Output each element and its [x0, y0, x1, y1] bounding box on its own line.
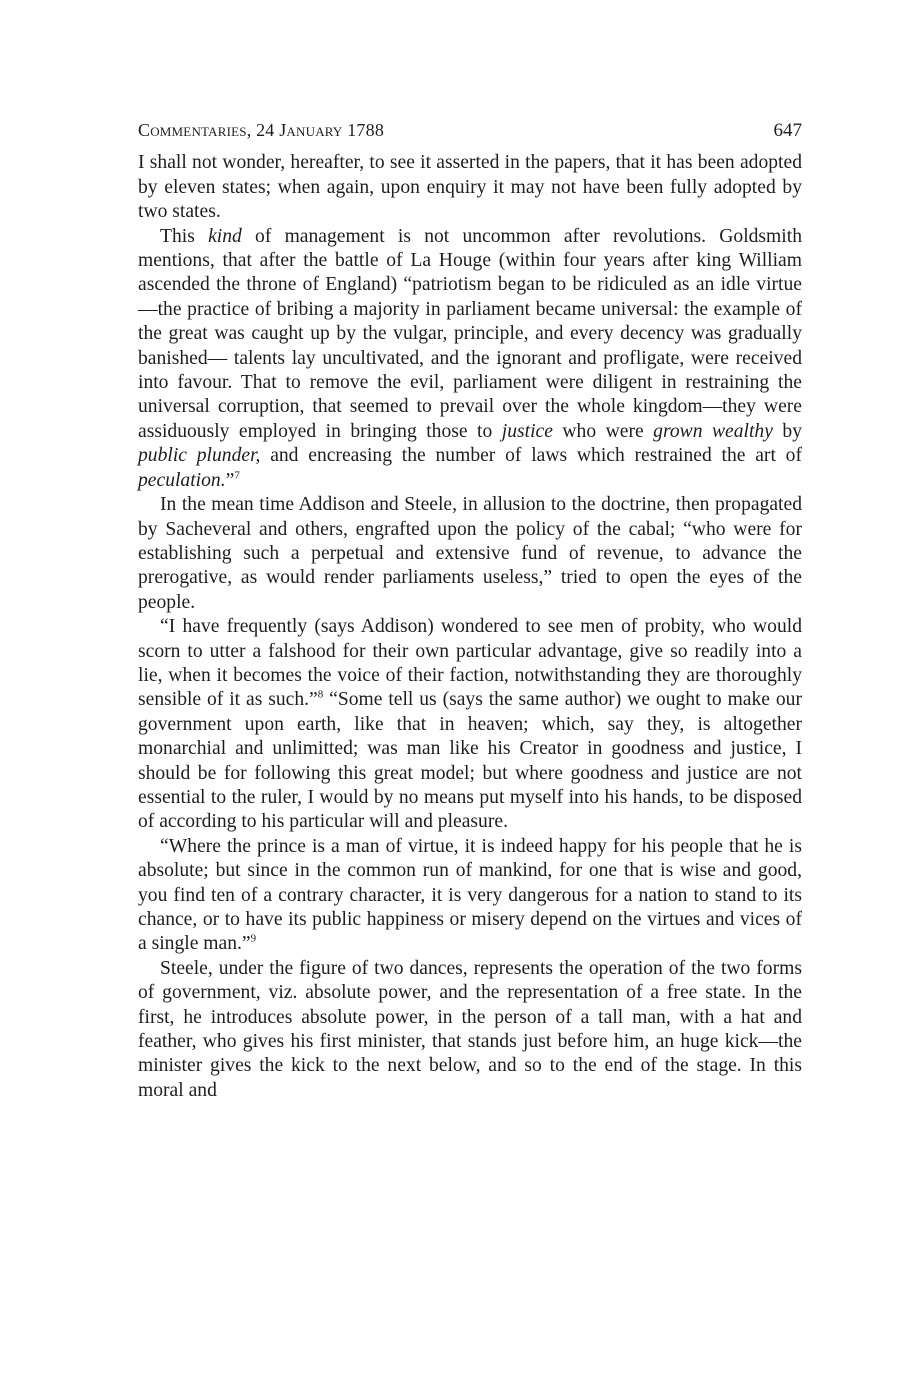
paragraph [138, 957, 802, 1103]
running-head [138, 118, 384, 142]
text-run: In the mean time Addison and Steele, in allusion to the doctrine, then propagated by Sacheveral and others, engrafted upon the policy of the cabal; “who were for establishing such a perpetual and extensive fund of revenue, to advance the prerogative, as would render parliaments useless,” tried to open the eyes of the people. [138, 494, 802, 613]
footnote-marker: 7 [234, 469, 240, 482]
italic-text: kind [208, 225, 242, 247]
running-head-day: 24 [251, 120, 280, 140]
text-run: I shall not wonder, hereafter, to see it asserted in the papers, that it has been adopted by eleven states; when again, upon enquiry it may not have been fully adopted by two states. [138, 152, 802, 223]
document-page [138, 118, 802, 1103]
text-run: “Where the prince is a man of virtue, it is indeed happy for his people that he is absolute; but since in the common run of mankind, for one that is wise and good, you find ten of a contrary character, it is very dangerous for a nation to stand to its chance, or to have its public happiness or misery depend on the virtues and vices of a single man.” [138, 835, 802, 955]
text-run: of management is not uncommon after revolutions. Goldsmith mentions, that after the battle of La Houge (within four years after king William ascended the throne of England) “patriotism began to be ridiculed as an idle virtue—the practice of bribing a majority in parliament became universal: the example of the great was caught up by the vulgar, principle, and every decency was gradually banished— talents lay uncultivated, and the ignorant and profligate, were received into favour. That to remove the evil, parliament were diligent in restraining the universal corruption, that seemed to prevail over the whole kingdom—they were assiduously employed in bringing those to [138, 225, 802, 442]
text-run: ” [225, 469, 235, 491]
running-head-month: January [279, 120, 343, 140]
running-head-year: 1788 [342, 120, 385, 140]
text-run: by [772, 420, 803, 442]
page-number: 647 [773, 120, 802, 141]
italic-text: justice [501, 420, 553, 442]
text-run: “Some tell us (says the same author) we ought to make our government upon earth, like that in heaven; which, say they, is altogether monarchial and unlimitted; was man like his Creator in goodness and justice, I should be for following this great model; but where goodness and justice are not essential to the ruler, I would by no means put myself into his hands, to be disposed of according to his particular will and pleasure. [138, 689, 803, 833]
text-run: who were [552, 420, 654, 442]
paragraph [138, 615, 802, 835]
text-run: This [160, 225, 209, 247]
italic-text: peculation. [138, 469, 226, 491]
paragraph [138, 225, 802, 493]
paragraph [138, 835, 802, 957]
page-header [138, 118, 802, 143]
running-head-commentaries: Commentaries, [138, 120, 252, 140]
italic-text: grown wealthy [653, 420, 773, 442]
italic-text: public plunder, [138, 445, 261, 467]
text-run: and encreasing the number of laws which restrained the art of [260, 445, 802, 467]
text-run: Steele, under the figure of two dances, represents the operation of the two forms of government, viz. absolute power, and the representation of a free state. In the first, he introduces absolute power, in the person of a tall man, with a hat and feather, who gives his first minister, that stands just before him, an huge kick—the minister gives the kick to the next below, and so to the end of the stage. In this moral and [138, 957, 802, 1101]
paragraph [138, 493, 802, 615]
text-run: “I have frequently (says Addison) wondered to see men of probity, who would scorn to utter a falshood for their own particular advantage, give so readily into a lie, when it becomes the voice of their faction, notwithstanding they are thoroughly sensible of it as such.” [138, 616, 802, 711]
paragraph [138, 151, 802, 224]
footnote-marker: 8 [317, 688, 324, 701]
footnote-marker: 9 [250, 932, 257, 945]
